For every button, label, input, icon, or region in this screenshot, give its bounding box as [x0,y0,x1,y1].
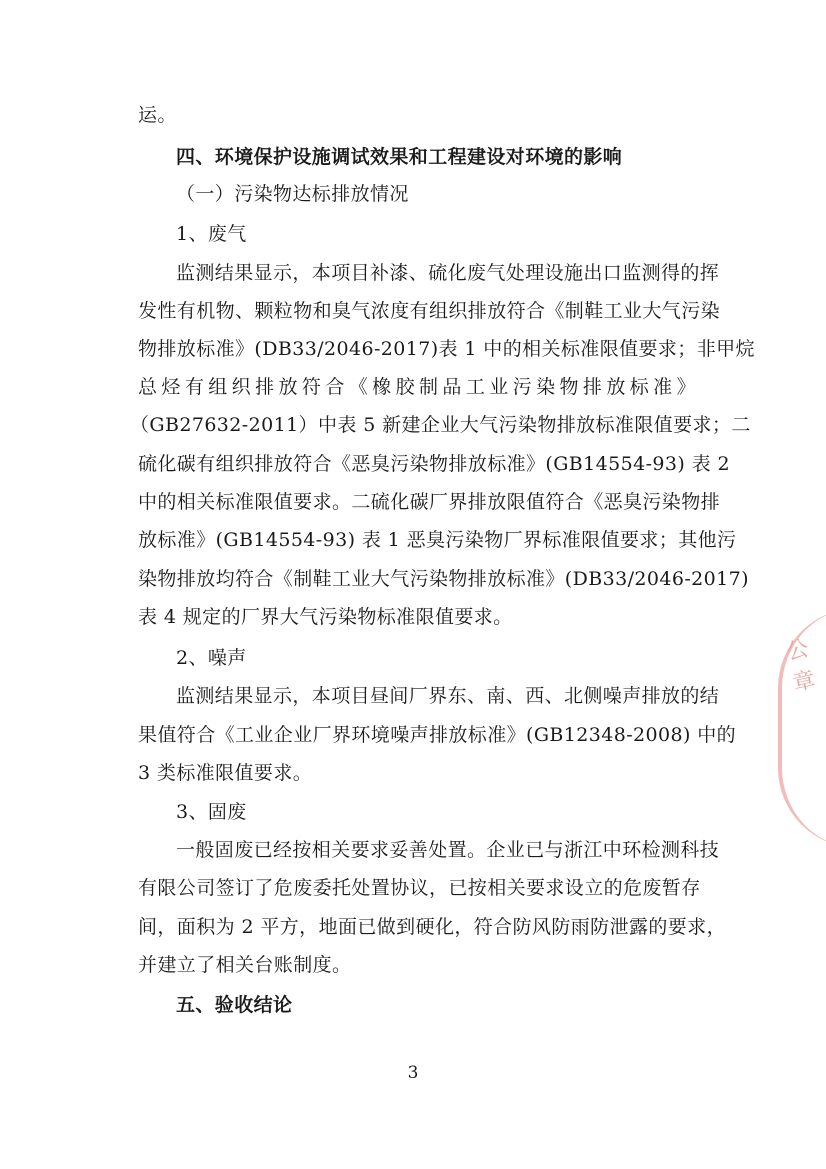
item-heading: 2、噪声 [176,647,247,669]
text-line: 总烃有组织排放符合《橡胶制品工业污染物排放标准》 [138,376,696,398]
seal-text: 公章 [780,636,819,704]
text-line: 中的相关标准限值要求。二硫化碳厂界排放限值符合《恶臭污染物排 [138,491,721,513]
text-line: 放标准》(GB14554-93) 表 1 恶臭污染物厂界标准限值要求；其他污 [138,529,737,551]
text-line: 间，面积为 2 平方，地面已做到硬化，符合防风防雨防泄露的要求， [138,916,726,938]
section-heading: 四、环境保护设施调试效果和工程建设对环境的影响 [176,146,623,168]
text-line: 并建立了相关台账制度。 [138,954,352,976]
page-number: 3 [407,1063,419,1083]
text-line: 一般固废已经按相关要求妥善处置。企业已与浙江中环检测科技 [176,839,720,861]
subsection-heading: （一）污染物达标排放情况 [176,183,409,205]
text-line: 硫化碳有组织排放符合《恶臭污染物排放标准》(GB14554-93) 表 2 [138,453,730,475]
text-line: 运。 [138,104,177,126]
text-line: 有限公司签订了危废委托处置协议，已按相关要求设立的危废暂存 [138,877,701,899]
text-line: 监测结果显示，本项目昼间厂界东、南、西、北侧噪声排放的结 [176,685,720,707]
item-heading: 3、固废 [176,801,247,823]
text-line: 物排放标准》(DB33/2046-2017)表 1 中的相关标准限值要求；非甲烷 [138,338,755,360]
text-line: 监测结果显示，本项目补漆、硫化废气处理设施出口监测得的挥 [176,262,720,284]
text-line: 发性有机物、颗粒物和臭气浓度有组织排放符合《制鞋工业大气污染 [138,300,721,322]
text-line: 3 类标准限值要求。 [138,762,313,784]
official-seal-stamp [778,608,826,848]
text-line: 果值符合《工业企业厂界环境噪声排放标准》(GB12348-2008) 中的 [138,724,737,746]
text-line: 表 4 规定的厂界大气污染物标准限值要求。 [138,606,513,628]
section-heading: 五、验收结论 [176,994,293,1016]
text-line: 染物排放均符合《制鞋工业大气污染物排放标准》(DB33/2046-2017) [138,568,749,590]
item-heading: 1、废气 [176,223,247,245]
text-line: （GB27632-2011）中表 5 新建企业大气污染物排放标准限值要求；二 [130,414,751,436]
